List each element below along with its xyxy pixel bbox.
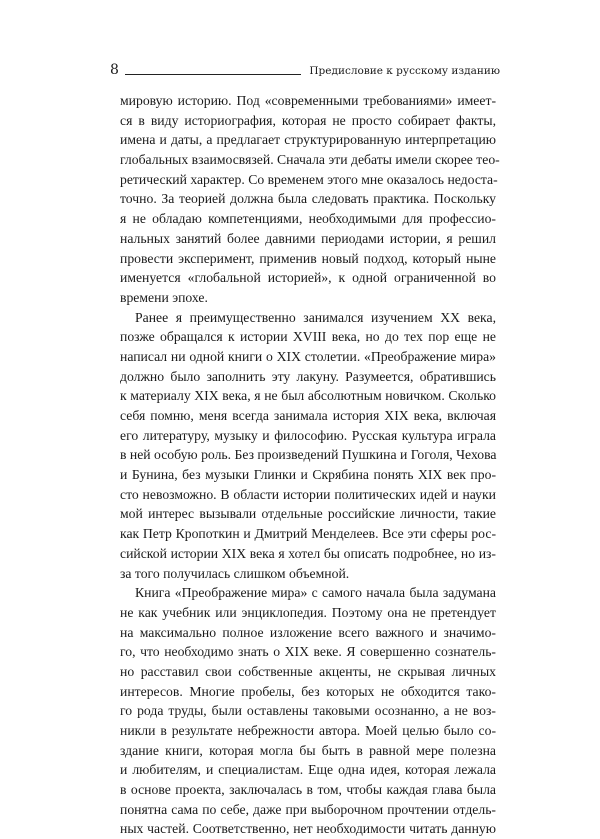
text-line: не как учебник или энциклопедия. Поэтому она не претендует [120,604,496,620]
text-line: но расставил свои собственные акценты, не скрывая личных [120,663,496,679]
text-line: написал ни одной книги о XIX столетии. «Преображение мира» [120,348,496,364]
text-line: точно. За теорией должна была следовать практика. Поскольку [120,191,496,207]
paragraph-first-line: Ранее я преимущественно занимался изучением XX века, [135,309,496,325]
text-line: ных частей. Соответственно, нет необходимости читать данную [120,821,496,837]
text-line: мой интерес вызывали отдельные российские личности, такие [120,506,496,522]
running-title: Предисловие к русскому изданию [309,65,500,77]
text-line: ся в виду историография, которая не просто собирает факты, [120,112,496,128]
text-line: мировую историю. Под «современными требованиями» имеет- [120,93,496,108]
text-line: я не обладаю компетенциями, необходимыми для профессио- [120,211,496,227]
text-line: к материалу XIX века, я не был абсолютным новичком. Сколько [120,388,496,404]
text-line: в ней особую роль. Без произведений Пушкина и Гоголя, Чехова [120,447,497,463]
text-line: ретический характер. Со временем этого мне оказалось недоста- [120,171,498,187]
text-line: имена и даты, а предлагает структурированную интерпретацию [120,132,496,148]
text-line: за того получилась слишком объемной. [120,565,350,581]
body-text [120,91,500,837]
text-line: провести эксперимент, применив новый подход, который ныне [120,250,496,266]
header-rule [125,74,301,75]
text-line: понятна сама по себе, даже при выборочном прочтении отдель- [120,801,496,817]
text-line: го, что необходимо знать о XIX веке. Я совершенно сознатель- [120,644,496,660]
text-line: и Бунина, без музыки Глинки и Скрябина понять XIX век про- [120,467,496,483]
paragraph-first-line: Книга «Преображение мира» с самого начала была задумана [135,585,496,601]
text-line: именуется «глобальной историей», к одной ограниченной во [120,270,496,286]
text-line: здание книги, которая могла бы быть в равной мере полезна [120,742,496,758]
text-line: никли в результате небрежности автора. Моей целью было со- [120,723,496,738]
text-line: как Петр Кропоткин и Дмитрий Менделеев. Все эти сферы рос- [120,526,496,542]
text-line: времени эпохе. [120,289,208,305]
text-line: в основе проекта, заключалась в том, чтобы каждая глава была [120,782,496,798]
text-line: его литературу, музыку и философию. Русская культура играла [120,427,496,443]
text-line: сийской истории XIX века я хотел бы описать подробнее, но из- [120,545,496,561]
text-line: сто невозможно. В области истории политических идей и науки [120,486,496,502]
text-line: должно было заполнить эту лакуну. Разумеется, обратившись [120,368,496,384]
page-number: 8 [110,62,119,78]
text-line: нальных занятий более давними периодами истории, я решил [120,230,496,246]
text-line: и любителям, и специалистам. Еще одна идея, которая лежала [120,762,496,778]
text-line: глобальных взаимосвязей. Сначала эти дебаты имели скорее тео- [120,152,500,168]
text-line: го рода труды, были оставлены таковыми осознанно, а не воз- [120,703,496,719]
text-line: себя помню, меня всегда занимала история XIX века, включая [120,408,496,423]
text-line: позже обращался к истории XVIII века, но до тех пор еще не [120,329,496,345]
running-head [110,56,500,78]
text-line: интересов. Многие пробелы, без которых не обходится тако- [120,683,496,699]
text-line: на максимально полное изложение всего важного и значимо- [120,624,496,640]
